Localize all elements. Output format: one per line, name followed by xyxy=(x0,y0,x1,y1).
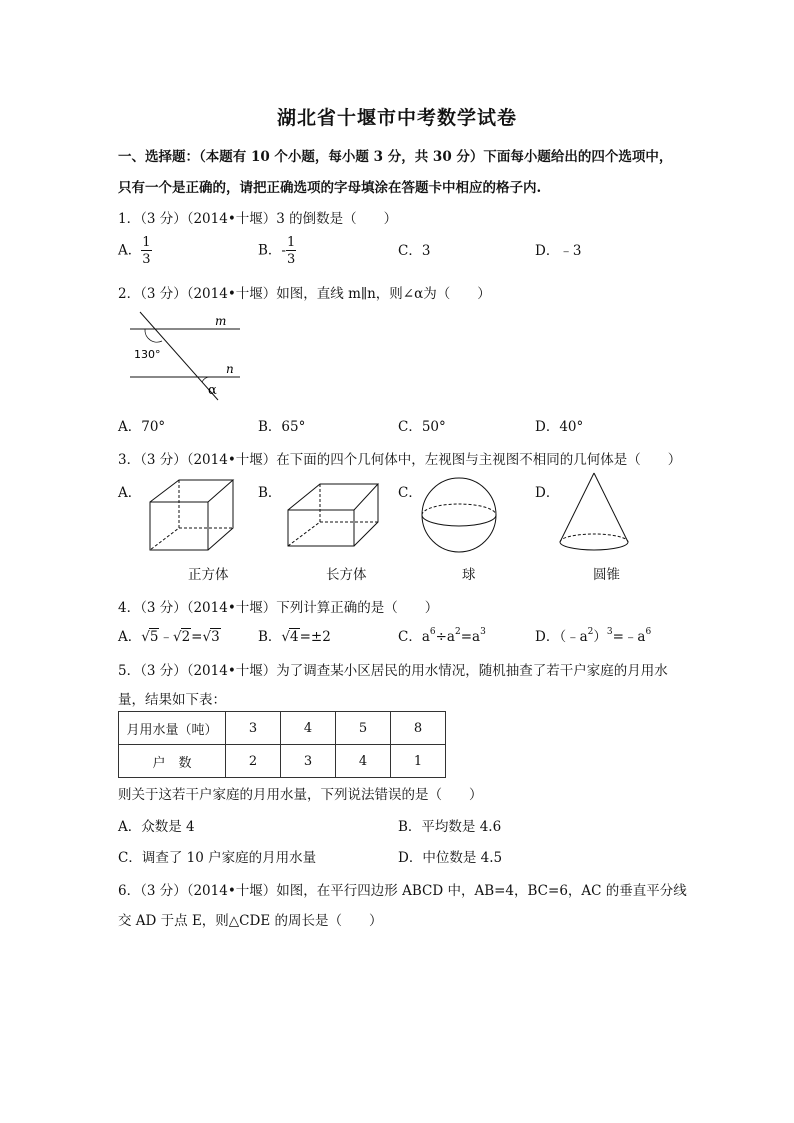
table-cell: 5 xyxy=(336,712,391,745)
q1-option-c: C．3 xyxy=(398,243,431,259)
fraction: $\frac{1}{3}$ xyxy=(142,235,151,267)
q3-stem: 3．（3 分）（2014•十堰）在下面的四个几何体中，左视图与主视图不相同的几何体是（ ） xyxy=(118,452,682,468)
q5-option-a: A．众数是 4 xyxy=(118,819,195,835)
table-cell: 户 数 xyxy=(119,745,226,778)
water-usage-table xyxy=(118,711,446,778)
caption-cube: 正方体 xyxy=(188,567,229,583)
parallel-lines-figure xyxy=(118,308,248,404)
table-cell: 2 xyxy=(226,745,281,778)
q5-stem-line1: 5．（3 分）（2014•十堰）为了调查某小区居民的用水情况，随机抽查了若干户家庭的月用水 xyxy=(118,663,668,679)
q5-option-d: D．中位数是 4.5 xyxy=(398,850,503,866)
q5-option-b: B．平均数是 4.6 xyxy=(398,819,502,835)
table-row xyxy=(119,712,446,745)
section-header-line2: 只有一个是正确的，请把正确选项的字母填涂在答题卡中相应的格子内. xyxy=(118,180,542,196)
cone-figure xyxy=(555,470,635,556)
q1-stem: 1．（3 分）（2014•十堰）3 的倒数是（ ） xyxy=(118,211,398,227)
q2-stem: 2．（3 分）（2014•十堰）如图，直线 m∥n，则∠α为（ ） xyxy=(118,286,491,302)
q1-option-d: D．﹣3 xyxy=(535,243,582,259)
table-cell: 月用水量（吨） xyxy=(119,712,226,745)
q6-stem-line2: 交 AD 于点 E，则△CDE 的周长是（ ） xyxy=(118,913,383,929)
q5-option-c: C．调查了 10 户家庭的月用水量 xyxy=(118,850,317,866)
q4-option-c: C．$a^6\div a^2=a^3$ xyxy=(398,627,486,645)
q4-option-b: B．√4=±2 xyxy=(258,629,331,645)
section-header-line1: 一、选择题：（本题有 10 个小题，每小题 3 分，共 30 分）下面每小题给出的四个选项中， xyxy=(118,149,673,165)
q2-option-c: C．50° xyxy=(398,419,446,435)
q2-option-d: D．40° xyxy=(535,419,584,435)
q1-option-b: B．- $\frac{1}{3}$ xyxy=(258,235,296,267)
label-alpha: α xyxy=(208,383,217,398)
q1-option-a: A． $\frac{1}{3}$ xyxy=(118,235,151,267)
q5-after-table: 则关于这若干户家庭的月用水量，下列说法错误的是（ ） xyxy=(118,787,483,803)
page-title: 湖北省十堰市中考数学试卷 xyxy=(276,107,517,129)
caption-cuboid: 长方体 xyxy=(326,567,367,583)
table-row xyxy=(119,745,446,778)
q3-label-a: A． xyxy=(118,485,142,501)
cube-figure xyxy=(145,476,240,554)
table-cell: 8 xyxy=(391,712,446,745)
table-cell: 4 xyxy=(281,712,336,745)
label-m: m xyxy=(215,314,227,328)
caption-sphere: 球 xyxy=(462,567,476,583)
table-cell: 4 xyxy=(336,745,391,778)
q3-label-b: B． xyxy=(258,485,282,501)
q2-option-a: A．70° xyxy=(118,419,166,435)
cuboid-figure xyxy=(284,480,384,550)
q4-option-a: A．√5﹣√2=√3 xyxy=(118,629,220,645)
sphere-figure xyxy=(419,475,499,555)
caption-cone: 圆锥 xyxy=(593,567,620,583)
q4-option-d: D．$(﹣a^2)^3=﹣a^6$ xyxy=(535,627,652,645)
q4-stem: 4．（3 分）（2014•十堰）下列计算正确的是（ ） xyxy=(118,600,439,616)
label-130: 130° xyxy=(134,348,161,361)
label-n: n xyxy=(226,362,234,376)
table-cell: 3 xyxy=(281,745,336,778)
q2-option-b: B．65° xyxy=(258,419,306,435)
q3-label-c: C． xyxy=(398,485,422,501)
fraction: $\frac{1}{3}$ xyxy=(286,235,296,267)
table-cell: 1 xyxy=(391,745,446,778)
q5-stem-line2: 量，结果如下表： xyxy=(118,692,226,708)
table-cell: 3 xyxy=(226,712,281,745)
q6-stem-line1: 6．（3 分）（2014•十堰）如图，在平行四边形 ABCD 中，AB=4，BC=6，AC 的垂直平分线 xyxy=(118,883,687,899)
q3-label-d: D． xyxy=(535,485,560,501)
